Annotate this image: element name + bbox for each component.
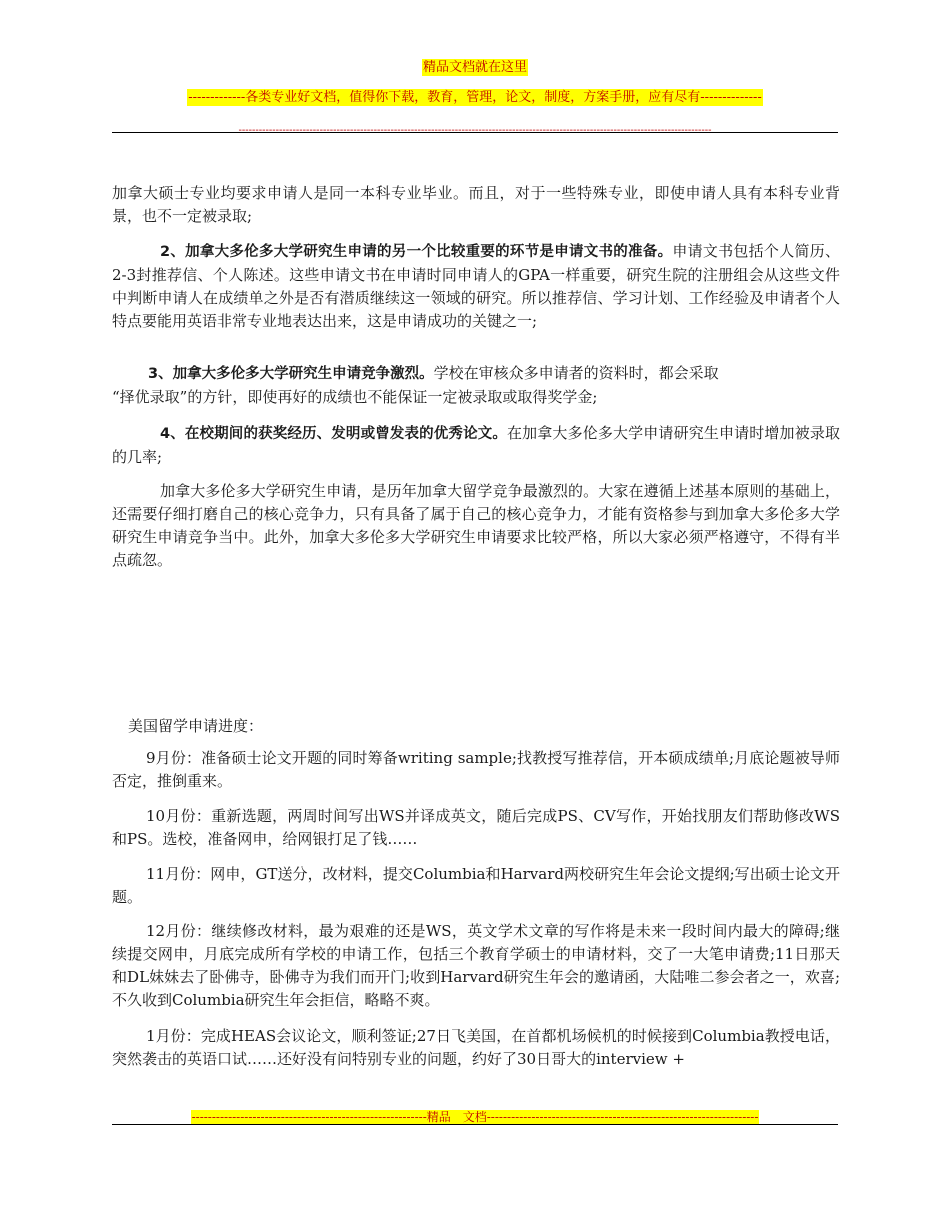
us-dec-paragraph [112, 920, 840, 1012]
header-dash-row [0, 118, 950, 137]
us-dec-text: 12月份：继续修改材料，最为艰难的还是WS，英文学术文章的写作将是未来一段时间内最大的障碍;继续提交网申，月底完成所有学校的申请工作，包括三个教育学硕士的申请材料，交了一大笔申请费;11日那天和DL妹妹去了卧佛寺，卧佛寺为我们而开门;收到Harvard研究生年会的邀请函，大陆唯二参会者之一，欢喜;不久收到Columbia研究生年会拒信，略略不爽。 [112, 922, 840, 1009]
us-nov-paragraph [112, 863, 840, 909]
paragraph-4-heading: 4、在校期间的获奖经历、发明或曾发表的优秀论文。 [160, 426, 507, 442]
paragraph-3-body-line1: 学校在审核众多申请者的资料时，都会采取 [433, 364, 719, 382]
header-slogan-row [0, 86, 950, 106]
paragraph-4 [112, 422, 840, 469]
header-slogan: -------------各类专业好文档，值得你下载，教育，管理，论文，制度，方案手册，应有尽有-------------- [188, 90, 762, 105]
us-section-heading-block [128, 715, 840, 738]
header-divider [112, 132, 838, 133]
paragraph-2-body: 申请文书包括个人简历、2-3封推荐信、个人陈述。这些申请文书在申请时同申请人的GPA一样重要，研究生院的注册组会从这些文件中判断申请人在成绩单之外是否有潜质继续这一领域的研究。所以推荐信、学习计划、工作经验及申请者个人特点要能用英语非常专业地表达出来，这是申请成功的关键之一; [112, 242, 840, 330]
header-dash-line: -------------------------------------------------------------------------------------------------------------------------------------------- [238, 125, 712, 136]
paragraph-5-text: 加拿大多伦多大学研究生申请，是历年加拿大留学竞争最激烈的。大家在遵循上述基本原则的基础上，还需要仔细打磨自己的核心竞争力，只有具备了属于自己的核心竞争力，才能有资格参与到加拿大多伦多大学研究生申请竞争当中。此外，加拿大多伦多大学研究生申请要求比较严格，所以大家必须严格遵守，不得有半点疏忽。 [112, 482, 840, 569]
paragraph-2-heading: 2、加拿大多伦多大学研究生申请的另一个比较重要的环节是申请文书的准备。 [160, 244, 673, 260]
us-oct-paragraph [112, 805, 840, 851]
paragraph-5 [112, 480, 840, 572]
paragraph-1-text: 加拿大硕士专业均要求申请人是同一本科专业毕业。而且，对于一些特殊专业，即使申请人具有本科专业背景，也不一定被录取; [112, 184, 840, 225]
paragraph-4-body: 在加拿大多伦多大学申请研究生申请时增加被录取的几率; [112, 424, 840, 466]
paragraph-2 [112, 240, 840, 333]
us-jan-text: 1月份：完成HEAS会议论文，顺利签证;27日飞美国，在首都机场候机的时候接到Columbia教授电话，突然袭击的英语口试……还好没有问特别专业的问题，约好了30日哥大的interview + [112, 1027, 840, 1068]
header-title: 精品文档就在这里 [422, 60, 527, 75]
paragraph-3-heading: 3、加拿大多伦多大学研究生申请竞争激烈。 [148, 366, 434, 382]
footer-text: ----------------------------------------------------------精品 文档------------------------------------------------------------------- [191, 1110, 759, 1124]
footer-row [0, 1106, 950, 1125]
paragraph-3 [112, 362, 840, 409]
header-title-row [0, 56, 950, 76]
us-sep-text: 9月份：准备硕士论文开题的同时筹备writing sample;找教授写推荐信，开本硕成绩单;月底论题被导师否定，推倒重来。 [112, 749, 840, 790]
paragraph-3-body-line2: “择优录取”的方针，即使再好的成绩也不能保证一定被录取或取得奖学金; [112, 388, 598, 406]
us-nov-text: 11月份：网申，GT送分，改材料，提交Columbia和Harvard两校研究生年会论文提纲;写出硕士论文开题。 [112, 865, 840, 906]
us-sep-paragraph [112, 747, 840, 793]
paragraph-1 [112, 182, 840, 228]
us-oct-text: 10月份：重新选题，两周时间写出WS并译成英文，随后完成PS、CV写作，开始找朋友们帮助修改WS和PS。选校，准备网申，给网银打足了钱…… [112, 807, 840, 848]
footer-divider [112, 1124, 838, 1125]
us-section-heading: 美国留学申请进度： [128, 717, 264, 735]
us-jan-paragraph [112, 1025, 840, 1071]
